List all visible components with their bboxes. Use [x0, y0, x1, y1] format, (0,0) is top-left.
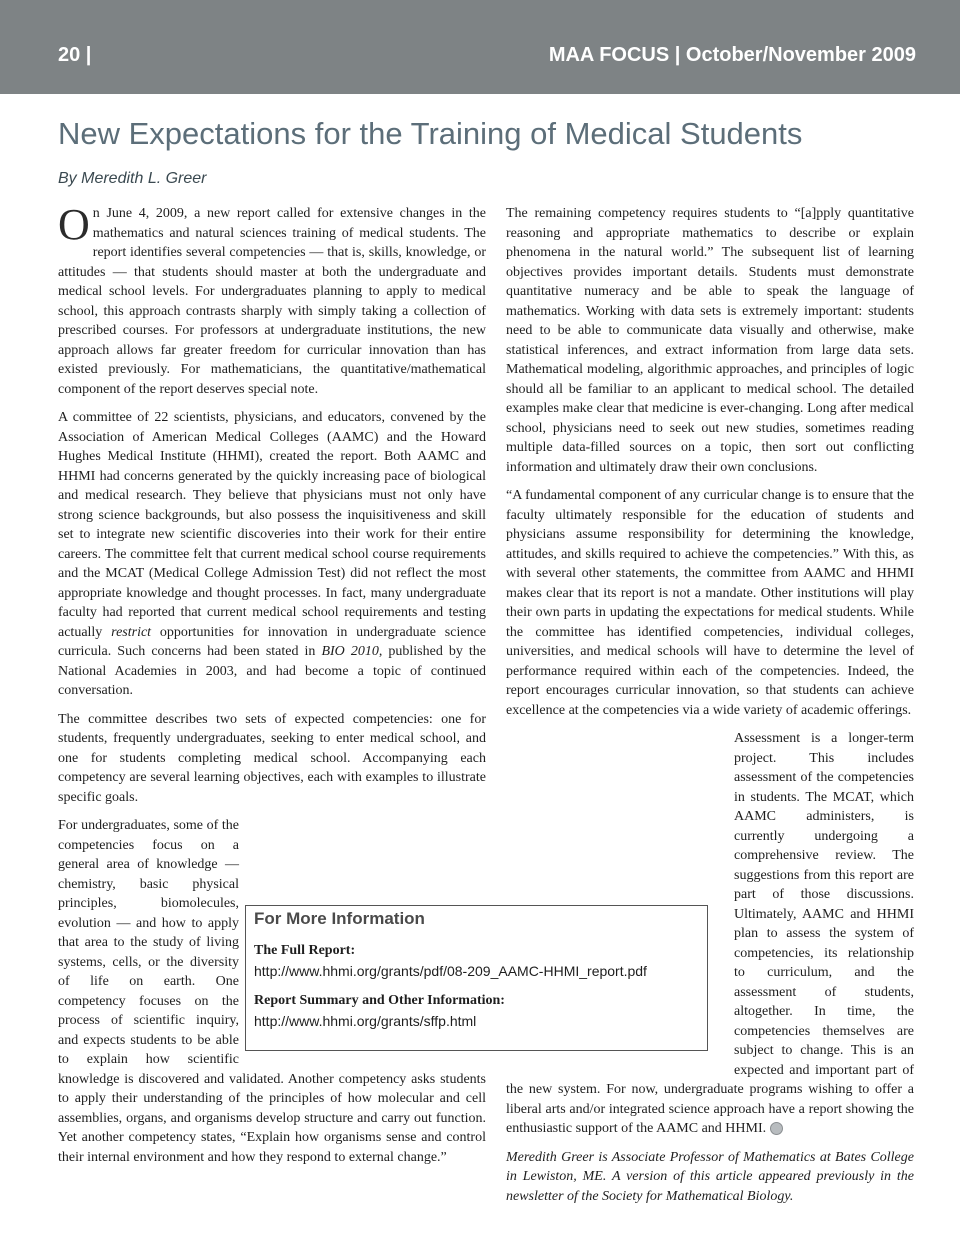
article-title: New Expectations for the Training of Medical Students — [58, 116, 803, 151]
page-header — [0, 0, 960, 94]
paragraph-undergraduates: For undergraduates, some of the competencies focus on a general area of knowledge — chemistry, basic physical principles, biomolecules, evolution — and how to apply that area to the study of living systems, cells, or the diversity of life on earth. One competency focuses on the process of scientific inquiry, and expects students to be able to explain how scientific knowledge is discovered and validated. Another competency asks students to apply their understanding of the principles of how molecular and cell assemblies, organs, and organisms develop structure and carry out function. Yet another competency states, “Explain how organisms sense and control their internal environment and how they respond to external change.” — [58, 818, 486, 1165]
citation-bio-2010: BIO 2010 — [321, 644, 379, 659]
article-column-right — [506, 204, 914, 1215]
paragraph-curricular-change: “A fundamental component of any curricular change is to ensure that the faculty ultimately responsible for the education of students and physicians assume responsibility for determining the knowledge, attitudes, and skills required to achieve the competencies.” With this, as with several other statements, the committee from AAMC and HHMI makes clear that its report is not a mandate. Other institutions will play their own parts in updating the expectations for medical students. While the committee has identified competencies, individual colleges, universities, and medical schools will have to determine the level of performance required within each of the competencies. Indeed, the report encourages curricular innovation, so that students can achieve excellence at the competencies via a wide variety of academic offerings. — [506, 488, 914, 718]
summary-label: Report Summary and Other Information: — [254, 993, 505, 1008]
author-bio: Meredith Greer is Associate Professor of Mathematics at Bates College in Lewiston, ME. A version of this article appeared previously in the newsletter of the Society for Mathematical Biology. — [506, 1149, 914, 1204]
paragraph-committee-text-a: A committee of 22 scientists, physicians, and educators, convened by the Association of American Medical Colleges (AAMC) and the Howard Hughes Medical Institute (HHMI), created the report. Both AAMC and HHMI had concerns generated by the quickly increasing pace of biological and medical research. They believe that physicians must not only have strong science backgrounds, but also possess the inquisitiveness and skill set to integrate new scientific discoveries into their work for their entire careers. The committee felt that current medical school course requirements and the MCAT (Medical College Admission Test) did not reflect the most appropriate knowledge and thought processes. In fact, many undergraduate faculty had reported that current medical school requirements and testing actually — [58, 410, 486, 640]
end-of-article-icon — [770, 1122, 783, 1135]
infobox-heading: For More Information — [254, 909, 425, 928]
summary-link[interactable]: http://www.hhmi.org/grants/sffp.html — [254, 1013, 477, 1029]
drop-cap: O — [58, 200, 90, 249]
more-information-box — [245, 905, 708, 1051]
page-number: 20 | — [58, 44, 92, 66]
paragraph-committee-text-c: , published by the National Academies in 2003, and had become a topic of continued conversation. — [58, 644, 487, 698]
full-report-label: The Full Report: — [254, 943, 356, 958]
paragraph-assessment-text: Assessment is a longer-term project. This includes assessment of the competencies in students. The MCAT, which AAMC administers, is currently undergoing a comprehensive review. The suggestions from this report are part of those discussions. Ultimately, AAMC and HHMI plan to assess the system of competencies, its relationship to curriculum, and the assessment of students, altogether. In time, the competencies themselves are subject to change. This is an expected and important part of the new system. For now, undergraduate programs wishing to offer a liberal arts and/or integrated science approach have a report showing the enthusiastic support of the AAMC and HHMI. — [506, 731, 914, 1136]
paragraph-intro-text: n June 4, 2009, a new report called for extensive changes in the mathematics and natural sciences training of medical students. The report identifies several competencies — that is, skills, knowledge, or attitudes — that students should master at both the undergraduate and medical school levels. For undergraduates planning to apply to medical school, this approach contrasts sharply with simply taking a collection of prescribed courses. For professors at undergraduate institutions, the new approach allows far greater freedom for curricular innovation than has existed previously. For mathematicians, the quantitative/mathematical component of the report deserves special note. — [58, 206, 486, 397]
emphasis-restrict: restrict — [111, 624, 152, 640]
paragraph-competency-sets: The committee describes two sets of expected competencies: one for students, frequently undergraduates, seeking to enter medical school, and one for students completing medical school. Accompanying each competency are several learning objectives, each with examples to illustrate specific goals. — [58, 711, 486, 805]
publication-title: MAA FOCUS | October/November 2009 — [548, 44, 916, 66]
paragraph-committee-text-b: opportunities for innovation in undergraduate science curricula. Such concerns had been stated in — [58, 624, 486, 659]
paragraph-committee — [58, 408, 486, 701]
paragraph-intro — [58, 200, 486, 399]
paragraph-quantitative: The remaining competency requires students to “[a]pply quantitative reasoning and appropriate mathematics to describe or explain phenomena in the natural world.” The subsequent list of learning objectives provides important details. Students must demonstrate quantitative numeracy and be able to speak the language of mathematics. Working with data sets is extremely important: students need to be able to communicate data visually and otherwise, make statistical inferences, and extract information from large data sets. Mathematical modeling, algorithmic approaches, and principles of logic should all be familiar to an applicant to medical school. The detailed examples make clear that medicine is ever-changing. Long after medical school, physicians need to seek out new studies, sometimes reading multiple data-filled sources on a topic, then sort out conflicting information and ultimately draw their own conclusions. — [506, 206, 914, 475]
full-report-link[interactable]: http://www.hhmi.org/grants/pdf/08-209_AAMC-HHMI_report.pdf — [254, 963, 647, 979]
article-byline: By Meredith L. Greer — [58, 170, 207, 187]
